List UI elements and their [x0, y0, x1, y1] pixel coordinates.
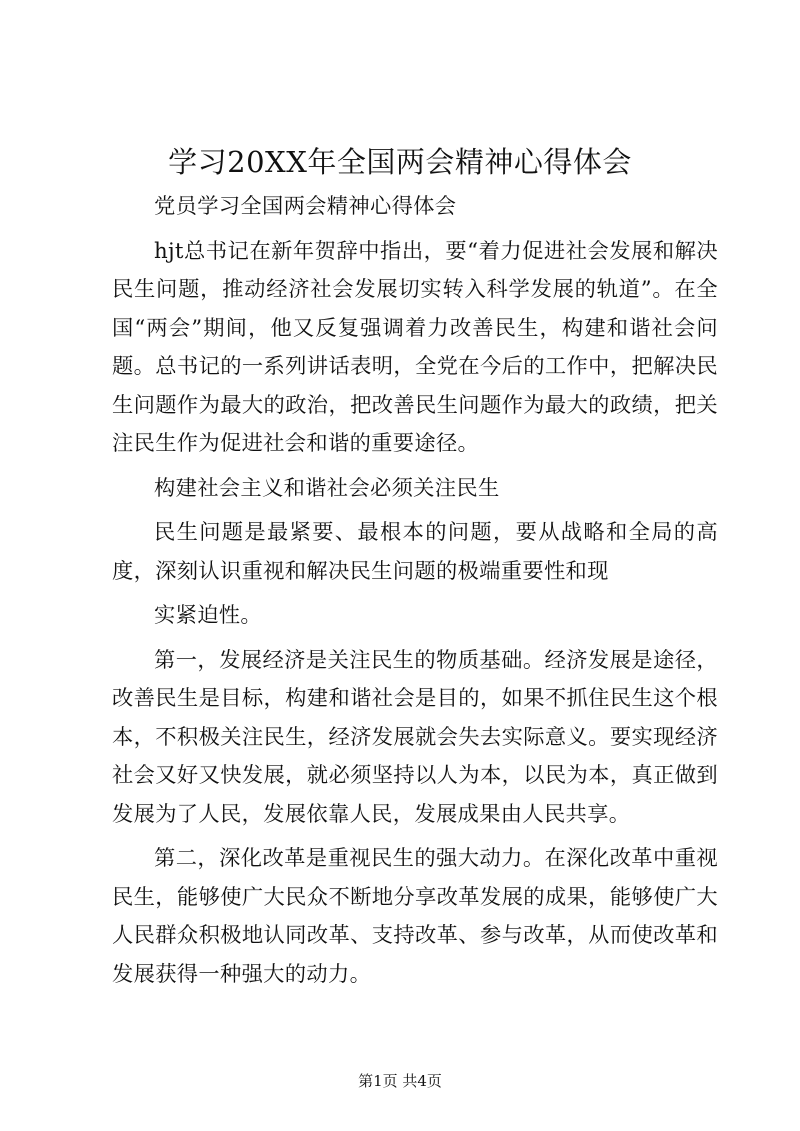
- document-body: [112, 188, 718, 1000]
- paragraph-subtitle: 党员学习全国两会精神心得体会: [154, 194, 457, 219]
- page-number-footer: 第1页 共4页: [358, 1072, 442, 1090]
- paragraph-first-point: 第一，发展经济是关注民生的物质基础。经济发展是途径，改善民生是目标，构建和谐社会是目的，如果不抓住民生这个根本，不积极关注民生，经济发展就会失去实际意义。要实现经济社会又好又快发展，就必须坚持以人为本，以民为本，真正做到发展为了人民，发展依靠人民，发展成果由人民共享。: [112, 647, 718, 827]
- paragraph-importance: 民生问题是最紧要、最根本的问题，要从战略和全局的高度，深刻认识重视和解决民生问题的极端重要性和现: [112, 520, 718, 584]
- paragraph-heading: 构建社会主义和谐社会必须关注民生: [154, 475, 500, 501]
- paragraph-urgency: 实紧迫性。: [154, 603, 262, 628]
- paragraph-second-point: 第二，深化改革是重视民生的强大动力。在深化改革中重视民生，能够使广大民众不断地分享改革发展的成果，能够使广大人民群众积极地认同改革、支持改革、参与改革，从而使改革和发展获得一种强大的动力。: [112, 846, 718, 987]
- paragraph-intro: hjt总书记在新年贺辞中指出，要“着力促进社会发展和解决民生问题，推动经济社会发展切实转入科学发展的轨道”。在全国“两会”期间，他又反复强调着力改善民生，构建和谐社会问题。总书记的一系列讲话表明，全党在今后的工作中，把解决民生问题作为最大的政治，把改善民生问题作为最大的政绩，把关注民生作为促进社会和谐的重要途径。: [112, 238, 718, 456]
- document-title: 学习20XX年全国两会精神心得体会: [168, 145, 632, 179]
